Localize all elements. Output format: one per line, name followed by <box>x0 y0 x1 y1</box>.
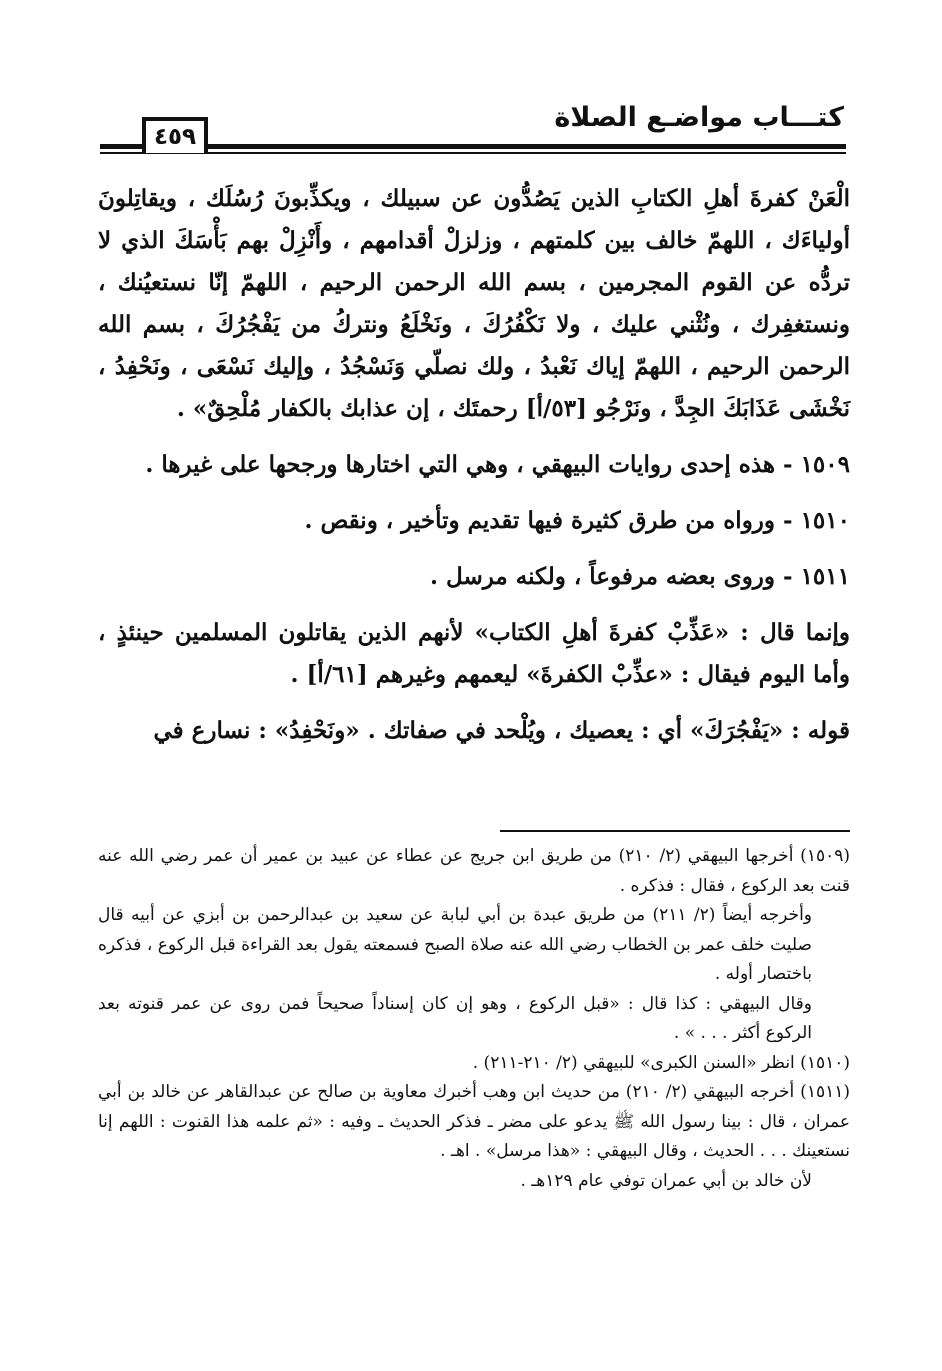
note-number: ١٥١١ <box>800 563 850 590</box>
commentary-paragraph: قوله : «يَفْجُرَكَ» أي : يعصيك ، ويُلْحد في صفاتك . «ونَحْفِدُ» : نسارع في <box>153 717 850 744</box>
note-number: ١٥٠٩ <box>800 451 850 478</box>
note-text: - هذه إحدى روايات البيهقي ، وهي التي اختارها ورجحها على غيرها . <box>145 451 801 478</box>
footnote-1511: (١٥١١) أخرجه البيهقي (٢/ ٢١٠) من حديث ابن وهب أخبرك معاوية بن صالح عن عبدالقاهر عن خالد بن أبي عمران ، قال : بينا رسول الله ﷺ يدعو على مضر ـ فذكر الحديث ـ وفيه : «ثم علمه هذا القنوت : اللهم إنا نستعينك . . . الحديث ، وقال البيهقي : «هذا مرسل» . اهـ . <box>98 1082 850 1161</box>
note-text: - وروى بعضه مرفوعاً ، ولكنه مرسل . <box>430 563 801 590</box>
note-1509 <box>98 444 850 486</box>
note-1510 <box>98 500 850 542</box>
footnotes <box>98 842 850 1196</box>
header-rule-thin <box>100 152 846 154</box>
page-number: ٤٥٩ <box>142 117 208 153</box>
supplication-paragraph: الْعَنْ كفرةَ أهلِ الكتابِ الذين يَصُدُّون عن سبيلك ، ويكذِّبونَ رُسُلَك ، ويقاتِلونَ أولياءَك ، اللهمّ خالف بين كلمتهم ، وزلزلْ أقدامهم ، وأَنْزِلْ بهم بَأْسَكَ الذي لا تردُّه عن القوم المجرمين ، بسم الله الرحمن الرحيم ، اللهمّ إنّا نستعيُنك ، ونستغفِرك ، ونُثْني عليك ، ولا نَكْفُرُكَ ، ونَخْلَعُ ونتركُ من يَفْجُرُكَ ، بسم الله الرحمن الرحيم ، اللهمّ إياك نَعْبدُ ، ولك نصلّي وَنَسْجُدُ ، وإليك نَسْعَى ، ونَحْفِدُ ، نَخْشَى عَذَابَكَ الجِدَّ ، ونَرْجُو [٥٣/أ] رحمتَك ، إن عذابك بالكفار مُلْحِقٌ» . <box>98 185 850 422</box>
footnote-separator <box>500 830 850 832</box>
explanation-paragraph: وإنما قال : «عَذِّبْ كفرةَ أهلِ الكتاب» لأنهم الذين يقاتلون المسلمين حينئذٍ ، وأما اليوم فيقال : «عذِّبْ الكفرةَ» ليعمهم وغيرهم [٦١/أ] . <box>98 619 850 688</box>
header-rule <box>100 144 846 149</box>
footnote-1509-continuation: وأخرجه أيضاً (٢/ ٢١١) من طريق عبدة بن أبي لبابة عن سعيد بن عبدالرحمن بن أبزي عن أبيه قال صليت خلف عمر بن الخطاب رضي الله عنه صلاة الصبح فسمعته يقول بعد القراءة قبل الركوع ، فذكره باختصار أوله . <box>98 905 813 984</box>
running-header-title: كتـــاب مواضـع الصلاة <box>554 102 844 133</box>
note-1511 <box>98 556 850 598</box>
note-number: ١٥١٠ <box>800 507 850 534</box>
footnote-1509-continuation: وقال البيهقي : كذا قال : «قبل الركوع ، وهو إن كان إسناداً صحيحاً فمن روى عن عمر قنوته بعد الركوع أكثر . . . » . <box>98 993 812 1043</box>
footnote-1509: (١٥٠٩) أخرجها البيهقي (٢/ ٢١٠) من طريق ابن جريج عن عطاء عن عبيد بن عمير أن عمر رضي الله عنه قنت بعد الركوع ، فقال : فذكره . <box>98 846 850 896</box>
footnote-1511-continuation: لأن خالد بن أبي عمران توفي عام ١٢٩هـ . <box>520 1170 812 1191</box>
main-text <box>98 178 850 752</box>
note-text: - ورواه من طرق كثيرة فيها تقديم وتأخير ، ونقص . <box>304 507 801 534</box>
footnote-1510: (١٥١٠) انظر «السنن الكبرى» للبيهقي (٢/ ٢١٠-٢١١) . <box>472 1052 850 1073</box>
